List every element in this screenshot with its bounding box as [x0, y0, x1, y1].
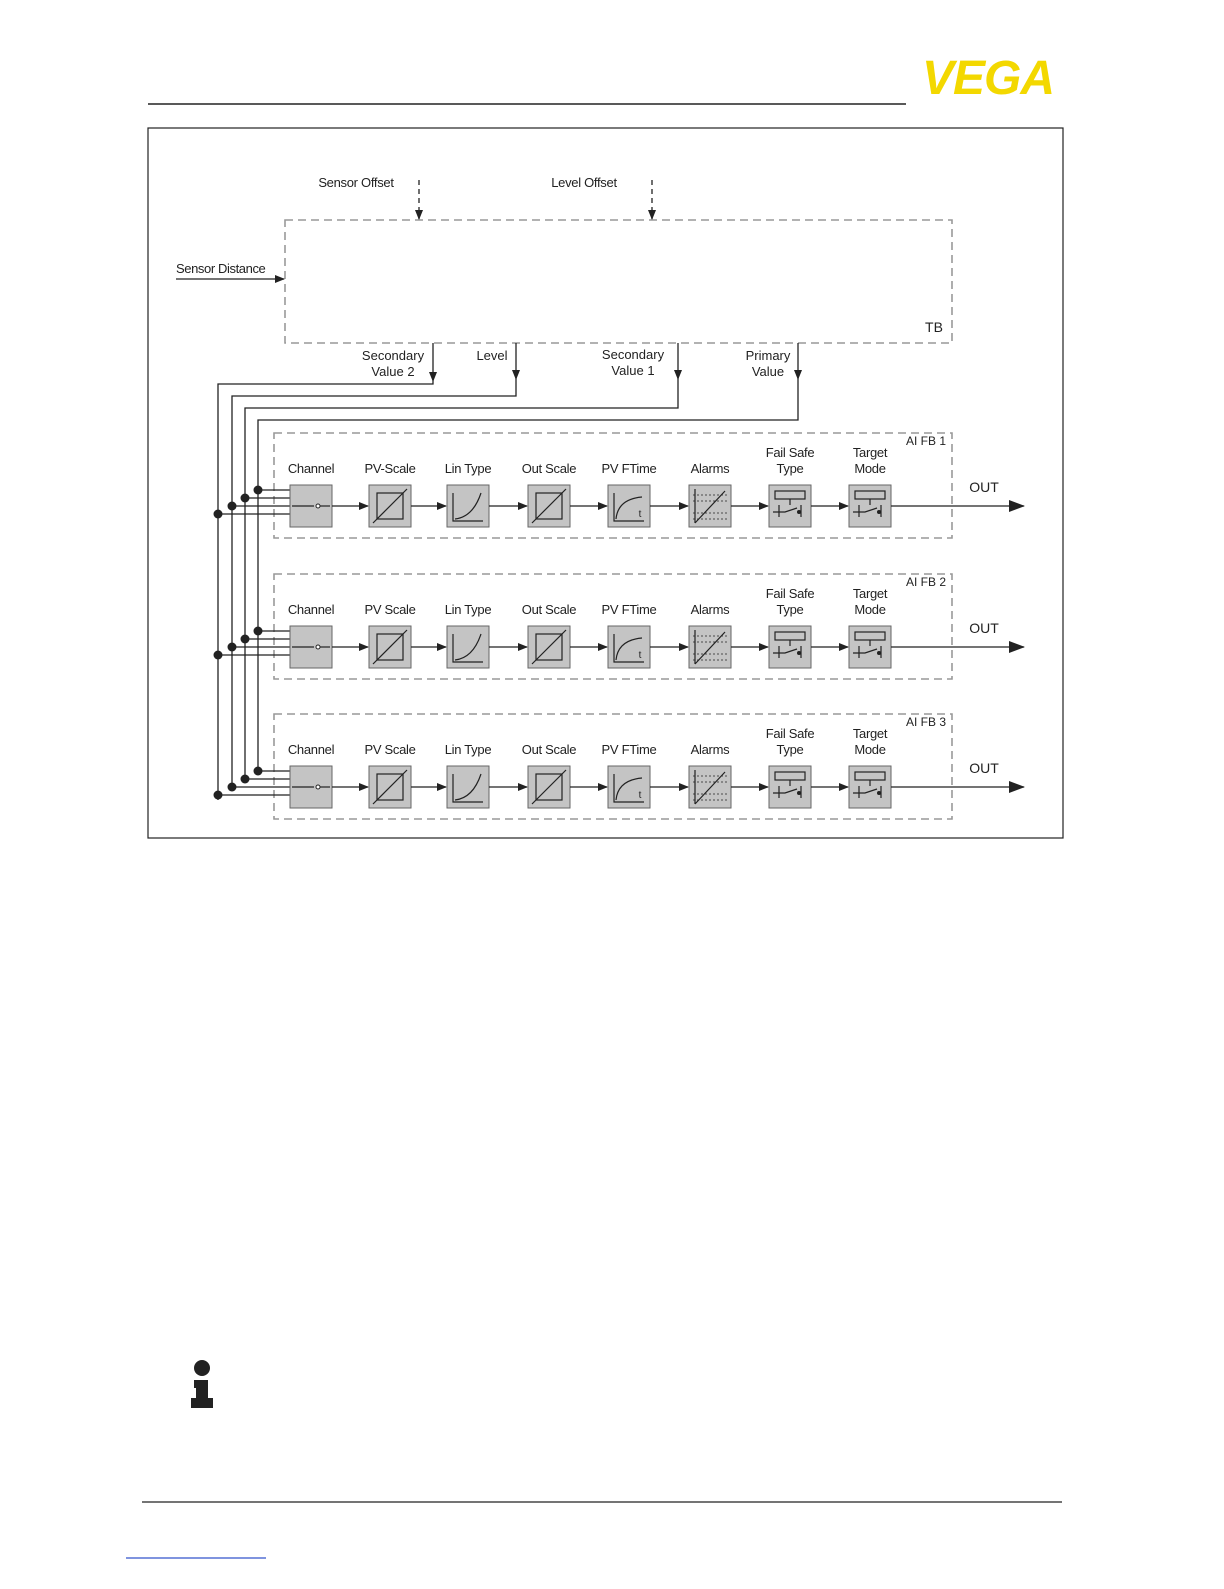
- function-block-label: AI FB 1: [905, 434, 946, 448]
- bus-junction-dot: [214, 510, 223, 519]
- bus-junction-dot: [228, 643, 237, 652]
- svg-text:t: t: [638, 790, 642, 801]
- function-blocks-layer: [214, 433, 1025, 819]
- svg-text:t: t: [638, 509, 642, 520]
- fail-safe-switch-icon: [769, 485, 811, 527]
- pv-ftime-icon: [608, 766, 650, 808]
- bus-junction-dot: [228, 783, 237, 792]
- tb-output-bus: [218, 343, 798, 800]
- step-label: Out Scale: [521, 461, 577, 476]
- step-label: Lin Type: [444, 602, 492, 617]
- step-label: PV FTime: [601, 461, 657, 476]
- fail-safe-switch-icon: [769, 626, 811, 668]
- tb-block: [285, 220, 952, 343]
- step-label: Target Mode: [852, 445, 888, 476]
- tb-output-level: Level: [476, 348, 508, 363]
- out-scale-icon: [528, 766, 570, 808]
- bus-junction-dot: [214, 651, 223, 660]
- sensor-distance-label: Sensor Distance: [176, 261, 266, 276]
- lin-type-curve-icon: [447, 766, 489, 808]
- alarms-icon: [689, 626, 731, 668]
- tb-output-primary-line1: Primary: [745, 348, 791, 363]
- step-label: PV Scale: [364, 742, 416, 757]
- step-label: Channel: [287, 742, 335, 757]
- step-label: Fail Safe Type: [765, 445, 815, 476]
- info-icon: [191, 1360, 213, 1408]
- step-label: Out Scale: [521, 742, 577, 757]
- lin-type-curve-icon: [447, 485, 489, 527]
- bus-junction-dot: [254, 767, 263, 776]
- step-label: Alarms: [690, 461, 730, 476]
- bus-junction-dot: [254, 627, 263, 636]
- bus-junction-dot: [214, 791, 223, 800]
- fail-safe-switch-icon: [769, 766, 811, 808]
- step-label: Target Mode: [852, 586, 888, 617]
- pv-ftime-icon: [608, 485, 650, 527]
- step-label: Fail Safe Type: [765, 586, 815, 617]
- function-block-2: [214, 574, 1025, 679]
- channel-switch-icon: [290, 766, 332, 808]
- target-mode-switch-icon: [849, 626, 891, 668]
- bus-junction-dot: [254, 486, 263, 495]
- function-block-1: [214, 433, 1025, 538]
- step-label: Channel: [287, 602, 335, 617]
- level-offset-label: Level Offset: [551, 175, 617, 190]
- svg-text:t: t: [638, 650, 642, 661]
- bus-junction-dot: [228, 502, 237, 511]
- step-label: PV Scale: [364, 602, 416, 617]
- step-label: Channel: [287, 461, 335, 476]
- sensor-offset-label: Sensor Offset: [318, 175, 394, 190]
- alarms-icon: [689, 485, 731, 527]
- out-label: OUT: [969, 760, 999, 776]
- step-label: Lin Type: [444, 742, 492, 757]
- out-scale-icon: [528, 626, 570, 668]
- step-label: Lin Type: [444, 461, 492, 476]
- step-label: PV FTime: [601, 602, 657, 617]
- step-label: Target Mode: [852, 726, 888, 757]
- function-block-3: [214, 714, 1025, 819]
- step-label: PV FTime: [601, 742, 657, 757]
- step-label: PV-Scale: [364, 461, 416, 476]
- step-label: Alarms: [690, 602, 730, 617]
- step-label: Fail Safe Type: [765, 726, 815, 757]
- tb-output-primary-line2: Value: [751, 364, 785, 379]
- pv-scale-icon: [369, 485, 411, 527]
- tb-label: TB: [925, 319, 943, 335]
- target-mode-switch-icon: [849, 766, 891, 808]
- tb-output-secondary-2-line2: Value 2: [371, 364, 415, 379]
- bus-junction-dot: [241, 775, 250, 784]
- out-label: OUT: [969, 479, 999, 495]
- vega-logo: VEGA: [921, 52, 1055, 105]
- pv-ftime-icon: [608, 626, 650, 668]
- lin-type-curve-icon: [447, 626, 489, 668]
- step-label: Out Scale: [521, 602, 577, 617]
- tb-output-secondary-1-line2: Value 1: [611, 363, 655, 378]
- out-label: OUT: [969, 620, 999, 636]
- tb-output-secondary-2-line1: Secondary: [361, 348, 425, 363]
- channel-switch-icon: [290, 626, 332, 668]
- function-block-label: AI FB 3: [905, 715, 946, 729]
- pv-scale-icon: [369, 766, 411, 808]
- function-block-label: AI FB 2: [905, 575, 946, 589]
- pv-scale-icon: [369, 626, 411, 668]
- tb-output-secondary-1-line1: Secondary: [601, 347, 665, 362]
- out-scale-icon: [528, 485, 570, 527]
- bus-junction-dot: [241, 494, 250, 503]
- bus-junction-dot: [241, 635, 250, 644]
- target-mode-switch-icon: [849, 485, 891, 527]
- channel-switch-icon: [290, 485, 332, 527]
- step-label: Alarms: [690, 742, 730, 757]
- alarms-icon: [689, 766, 731, 808]
